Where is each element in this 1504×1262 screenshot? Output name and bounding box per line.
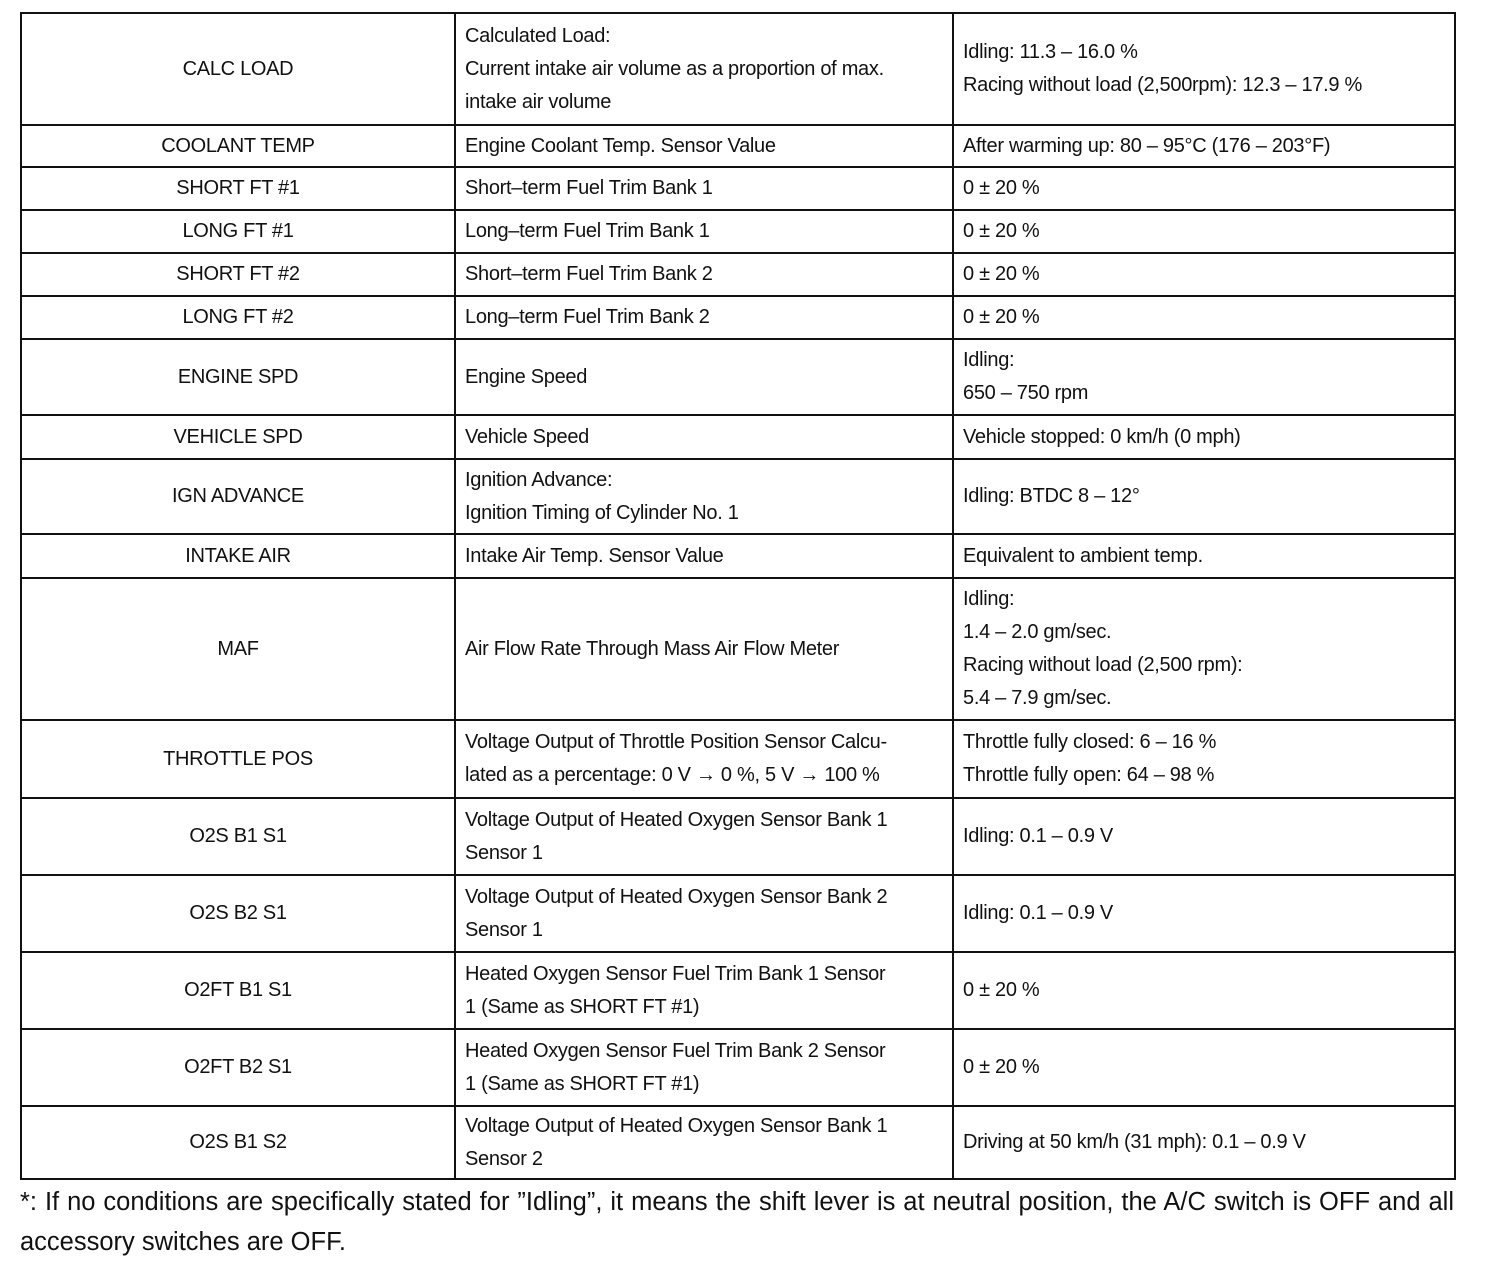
condition-cell (953, 534, 1455, 578)
item-cell: COOLANT TEMP (21, 125, 455, 167)
description-line: Voltage Output of Throttle Position Sensor Calcu- (465, 731, 887, 753)
description-cell (455, 459, 953, 534)
description-line: Short–term Fuel Trim Bank 2 (465, 263, 713, 285)
table-row (21, 578, 1455, 720)
description-line: Vehicle Speed (465, 425, 589, 448)
condition-line: Idling: 0.1 – 0.9 V (963, 825, 1113, 847)
description-line: Sensor 1 (465, 841, 543, 864)
condition-line: 0 ± 20 % (963, 263, 1040, 285)
condition-cell (953, 296, 1455, 339)
item-cell: O2S B1 S2 (21, 1106, 455, 1179)
description-cell (455, 296, 953, 339)
description-line: Voltage Output of Heated Oxygen Sensor Bank 2 (465, 885, 888, 908)
description-line: Long–term Fuel Trim Bank 1 (465, 220, 710, 242)
item-cell: O2S B2 S1 (21, 875, 455, 952)
table-row (21, 720, 1455, 798)
description-cell (455, 167, 953, 210)
item-cell: INTAKE AIR (21, 534, 455, 578)
condition-line: Idling: BTDC 8 – 12° (963, 485, 1140, 507)
description-cell (455, 339, 953, 415)
description-line: Voltage Output of Heated Oxygen Sensor Bank 1 (465, 808, 888, 831)
description-line: Calculated Load: (465, 24, 611, 47)
description-cell (455, 1029, 953, 1106)
condition-line: 650 – 750 rpm (963, 382, 1089, 404)
description-cell (455, 210, 953, 253)
description-line: Engine Coolant Temp. Sensor Value (465, 134, 776, 157)
condition-cell (953, 415, 1455, 459)
condition-cell (953, 720, 1455, 798)
description-cell (455, 253, 953, 296)
item-cell: MAF (21, 578, 455, 720)
description-cell (455, 578, 953, 720)
condition-line: Racing without load (2,500rpm): 12.3 – 17.9 % (963, 74, 1362, 96)
condition-line: Idling: (963, 349, 1015, 371)
condition-cell (953, 125, 1455, 167)
condition-line: Driving at 50 km/h (31 mph): 0.1 – 0.9 V (963, 1131, 1306, 1153)
item-cell: CALC LOAD (21, 13, 455, 125)
condition-line: 0 ± 20 % (963, 1056, 1040, 1078)
condition-cell (953, 339, 1455, 415)
description-line: Sensor 1 (465, 918, 543, 941)
description-cell (455, 798, 953, 875)
description-line: Voltage Output of Heated Oxygen Sensor Bank 1 (465, 1114, 888, 1137)
item-cell: IGN ADVANCE (21, 459, 455, 534)
table-row (21, 339, 1455, 415)
condition-cell (953, 13, 1455, 125)
table-row (21, 459, 1455, 534)
description-line: Short–term Fuel Trim Bank 1 (465, 177, 713, 199)
description-line: Intake Air Temp. Sensor Value (465, 544, 724, 567)
item-cell: VEHICLE SPD (21, 415, 455, 459)
description-line: 1 (Same as SHORT FT #1) (465, 1072, 700, 1095)
condition-cell (953, 952, 1455, 1029)
footnote: *: If no conditions are specifically stated for ”Idling”, it means the shift lever is at neutral position, the A/C switch is OFF and all accessory switches are OFF. (20, 1188, 1454, 1256)
data-list-table (20, 12, 1456, 1180)
table-row (21, 952, 1455, 1029)
description-line: intake air volume (465, 90, 612, 113)
condition-line: 0 ± 20 % (963, 220, 1040, 242)
table-row (21, 125, 1455, 167)
description-cell (455, 952, 953, 1029)
description-line: Ignition Timing of Cylinder No. 1 (465, 501, 739, 524)
description-line: 1 (Same as SHORT FT #1) (465, 995, 700, 1018)
table-row (21, 296, 1455, 339)
condition-line: 1.4 – 2.0 gm/sec. (963, 621, 1112, 643)
table-row (21, 1106, 1455, 1179)
item-cell: O2S B1 S1 (21, 798, 455, 875)
condition-line: 0 ± 20 % (963, 177, 1040, 199)
description-line: Heated Oxygen Sensor Fuel Trim Bank 2 Sensor (465, 1039, 886, 1062)
description-cell (455, 13, 953, 125)
description-cell (455, 125, 953, 167)
description-line: Current intake air volume as a proportion of max. (465, 57, 884, 80)
table-row (21, 875, 1455, 952)
item-cell: O2FT B1 S1 (21, 952, 455, 1029)
condition-cell (953, 578, 1455, 720)
condition-line: Throttle fully closed: 6 – 16 % (963, 731, 1217, 753)
item-cell: ENGINE SPD (21, 339, 455, 415)
item-cell: LONG FT #2 (21, 296, 455, 339)
condition-line: 5.4 – 7.9 gm/sec. (963, 687, 1112, 709)
condition-cell (953, 798, 1455, 875)
description-cell (455, 875, 953, 952)
table-row (21, 210, 1455, 253)
item-cell: SHORT FT #2 (21, 253, 455, 296)
condition-line: Idling: 11.3 – 16.0 % (963, 41, 1138, 63)
condition-line: After warming up: 80 – 95°C (176 – 203°F) (963, 134, 1331, 157)
item-cell: SHORT FT #1 (21, 167, 455, 210)
condition-line: Vehicle stopped: 0 km/h (0 mph) (963, 425, 1241, 448)
condition-cell (953, 167, 1455, 210)
condition-cell (953, 459, 1455, 534)
description-cell (455, 720, 953, 798)
condition-line: 0 ± 20 % (963, 306, 1040, 328)
description-line: Engine Speed (465, 365, 588, 388)
condition-line: Idling: (963, 588, 1015, 610)
item-cell: THROTTLE POS (21, 720, 455, 798)
table-row (21, 415, 1455, 459)
condition-line: Equivalent to ambient temp. (963, 544, 1203, 567)
condition-line: Racing without load (2,500 rpm): (963, 654, 1243, 676)
table-row (21, 253, 1455, 296)
description-line: Air Flow Rate Through Mass Air Flow Meter (465, 637, 840, 660)
description-line: Ignition Advance: (465, 468, 613, 491)
condition-line: 0 ± 20 % (963, 979, 1040, 1001)
table-row (21, 1029, 1455, 1106)
table-row (21, 167, 1455, 210)
condition-line: Throttle fully open: 64 – 98 % (963, 764, 1215, 786)
item-cell: O2FT B2 S1 (21, 1029, 455, 1106)
description-cell (455, 1106, 953, 1179)
condition-cell (953, 210, 1455, 253)
condition-cell (953, 1106, 1455, 1179)
description-line: Heated Oxygen Sensor Fuel Trim Bank 1 Sensor (465, 962, 886, 985)
table-row (21, 534, 1455, 578)
description-line: Sensor 2 (465, 1147, 543, 1170)
condition-line: Idling: 0.1 – 0.9 V (963, 902, 1113, 924)
table-row (21, 13, 1455, 125)
condition-cell (953, 253, 1455, 296)
description-line: Long–term Fuel Trim Bank 2 (465, 306, 710, 328)
description-cell (455, 415, 953, 459)
condition-cell (953, 1029, 1455, 1106)
item-cell: LONG FT #1 (21, 210, 455, 253)
description-line: lated as a percentage: 0 V → 0 %, 5 V → 100 % (465, 764, 880, 786)
condition-cell (953, 875, 1455, 952)
table-row (21, 798, 1455, 875)
table-body (21, 13, 1455, 1179)
description-cell (455, 534, 953, 578)
